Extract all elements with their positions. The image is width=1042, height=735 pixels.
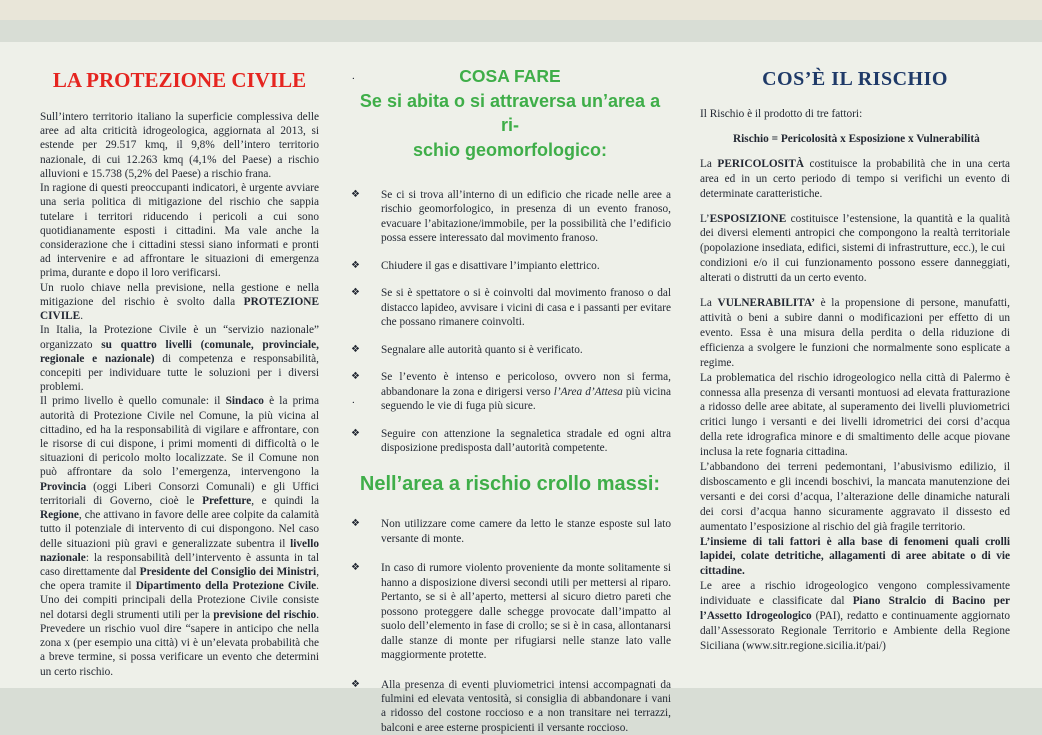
paragraph xyxy=(40,323,319,394)
text-segment: Prefetture xyxy=(202,494,252,507)
bullet-item xyxy=(349,343,671,358)
text-segment: L’insieme di tali fattori è alla base di fenomeni quali crolli lapidei, colate detritiche, allagamenti di aree abitate o di vie cittadine. xyxy=(700,535,1010,578)
panel2-bullet-list-bottom xyxy=(349,517,671,735)
text-segment: l’Area d’Attesa xyxy=(553,385,623,398)
paragraph xyxy=(40,281,319,324)
text-segment: Il Rischio è il prodotto di tre fattori: xyxy=(700,108,863,120)
text-segment: è la prima autorità di Protezione Civile nel Comune, la più vicina al cittadino, ed ha la responsabilità di vigilare e affrontare, con le risorse di cui dispone, i primi momenti di difficoltà o le situazioni di pericolo molto localizzate. Se il Comune non può affrontare da solo l’emergenza, intervengono la xyxy=(40,395,319,479)
paragraph xyxy=(700,256,1010,286)
stray-dot-mid: . xyxy=(352,394,355,406)
panel-cose-il-rischio xyxy=(700,42,1010,688)
text-segment: Le aree a rischio idrogeologico vengono complessivamente individuate e classificate dal xyxy=(700,580,1010,608)
bullet-text xyxy=(381,343,671,358)
paragraph xyxy=(700,296,1010,371)
brochure-sheet xyxy=(0,42,1042,734)
text-segment: La xyxy=(700,157,718,170)
text-segment: Se ci si trova all’interno di un edificio che ricade nelle aree a rischio geomorfologico, in presenza di un evento franoso, evacuare l’abitazione/immobile, per la possibilità che l’edificio possa essere interessato dal movimento franoso. xyxy=(381,189,671,245)
diamond-bullet-icon: ❖ xyxy=(351,287,360,299)
paragraph xyxy=(700,157,1010,202)
bullet-text xyxy=(381,517,671,546)
text-segment: . xyxy=(80,310,84,323)
bullet-item xyxy=(349,678,671,735)
text-segment: Provincia xyxy=(40,480,87,493)
bullet-text xyxy=(381,188,671,246)
text-segment: , che attivano in favore delle aree colpite da calamità tutto il potenziale di intervento di cui dispongono. Nel caso delle situazioni più gravi e generalizzate subentra il xyxy=(40,509,319,550)
panel1-title: LA PROTEZIONE CIVILE xyxy=(52,68,307,92)
text-segment: su quattro livelli (comunale, provinciale, regionale e nazionale) xyxy=(40,338,319,365)
text-segment: previsione del rischio xyxy=(213,608,317,621)
diamond-bullet-icon: ❖ xyxy=(351,259,360,271)
diamond-bullet-icon: ❖ xyxy=(351,518,360,530)
text-segment: Se l’evento è intenso e pericoloso, ovvero non si ferma, abbandonare la zona e dirigersi verso xyxy=(381,371,671,398)
top-cream-strip xyxy=(0,0,1042,20)
stray-dot-top: . xyxy=(352,70,355,82)
text-segment: Presidente del Consiglio dei Ministri xyxy=(139,566,317,578)
diamond-bullet-icon: ❖ xyxy=(351,343,360,355)
panel2-heading: COSA FARE xyxy=(459,66,561,86)
text-segment: livello nazionale xyxy=(40,537,319,564)
text-segment: Regione xyxy=(40,509,79,522)
paragraph xyxy=(700,535,1010,580)
bullet-text xyxy=(381,286,671,329)
text-segment: Non utilizzare come camere da letto le stanze esposte sul lato versante di monte. xyxy=(381,518,671,545)
text-segment: . Prevedere un rischio vuol dire “sapere in anticipo che nella zona x (per esempio una città) vi è un’elevata probabilità che a breve termine, si possa verificare un evento che determini un certo rischio. xyxy=(40,608,320,678)
text-segment: costituisce la probabilità che in una certa area ed in un certo periodo di tempo si verifichi un evento di determinate caratteristiche. xyxy=(700,157,1011,200)
text-segment: è la propensione di persone, manufatti, attività o beni a subire danni o modificazioni per effetto di un evento. Essa è una misura della perdita o della riduzione di efficienza a svolgere le funzioni che normalmente sono esplicate a regime. xyxy=(700,297,1011,369)
text-segment: Dipartimento della Protezione Civile xyxy=(135,580,317,593)
text-segment: L’ xyxy=(700,212,710,225)
text-segment: , che opera tramite il xyxy=(40,566,320,593)
paragraph xyxy=(40,181,319,281)
panel2-subtitle-line2: schio geomorfologico: xyxy=(412,139,607,160)
text-segment: : la responsabilità dell’intervento è assunta in tal caso direttamente dal xyxy=(40,551,319,578)
bullet-item xyxy=(349,517,671,546)
bullet-item xyxy=(349,427,671,456)
paragraph xyxy=(700,371,1010,460)
text-segment: ESPOSIZIONE xyxy=(709,212,787,225)
text-segment: Alla presenza di eventi pluviometrici intensi accompagnati da fulmini ed elevata ventosità, si consiglia di abbandonare i vani a ridosso del costone roccioso e a non transitare nei terrazzi, balconi e aree esterne prospicienti il versante roccioso. xyxy=(381,678,671,734)
risk-formula xyxy=(700,132,1010,147)
text-segment: La xyxy=(700,297,718,310)
bullet-text xyxy=(381,370,671,413)
panel2-bullet-list-top xyxy=(349,188,671,455)
diamond-bullet-icon: ❖ xyxy=(351,678,360,690)
panel2-subtitle-line1: Se si abita o si attraversa un’area a ri- xyxy=(359,91,661,136)
bullet-text xyxy=(381,427,671,456)
diamond-bullet-icon: ❖ xyxy=(351,371,360,383)
bullet-item xyxy=(349,259,671,274)
panel-cosa-fare xyxy=(349,42,672,734)
text-segment: Segnalare alle autorità quanto si è verificato. xyxy=(381,343,583,356)
text-segment: L’abbandono dei terreni pedemontani, l’abusivismo edilizio, il disboscamento e gli incendi boschivi, la mancata manutenzione dei versanti e dei corsi d’acqua, l’alterazione delle dinamiche naturali dei corsi d’acqua hanno sicuramente aggravato il dissesto ed aumentato l’esposizione al rischio del già fragile territorio. xyxy=(700,461,1010,533)
diamond-bullet-icon: ❖ xyxy=(351,562,360,574)
diamond-bullet-icon: ❖ xyxy=(351,427,360,439)
bullet-text xyxy=(381,678,671,735)
text-segment: Un ruolo chiave nella previsione, nella gestione e nella mitigazione del rischio è svolto dalla xyxy=(40,281,319,308)
paragraph xyxy=(700,579,1010,654)
text-segment: PROTEZIONE CIVILE xyxy=(40,295,319,323)
text-segment: costituisce l’estensione, la quantità e la qualità dei diversi elementi antropici che compongono la realtà territoriale (popolazione insediata, edifici, sistemi di infrastrutture, ecc.), le cui xyxy=(700,212,1010,255)
text-segment: più vicina seguendo le vie di fuga più sicure. xyxy=(381,385,672,413)
bullet-text xyxy=(381,259,671,274)
bullet-item xyxy=(349,370,671,413)
text-segment: Se si è spettatore o si è coinvolti dal movimento franoso o dal distacco lapideo, avvisare i vicini di casa e i passanti per evitare che possano rimanere coinvolti. xyxy=(381,287,671,329)
panel2-subtitle xyxy=(349,89,671,162)
bullet-text xyxy=(381,561,671,662)
text-segment: (PAI), redatto e continuamente aggiornato dall’Assessorato Regionale Territorio e Ambiente della Regione Siciliana (www.sitr.regione.sicilia.it/pai/) xyxy=(700,610,1010,652)
text-segment: Chiudere il gas e disattivare l’impianto elettrico. xyxy=(381,259,600,272)
paragraph xyxy=(700,460,1010,535)
bullet-item xyxy=(349,188,671,246)
text-segment: Il primo livello è quello comunale: il xyxy=(40,395,226,408)
panel3-title: COS’È IL RISCHIO xyxy=(762,68,948,90)
text-segment: di competenza e responsabilità, concepiti per individuare tutte le soluzioni per i diversi problemi. xyxy=(40,352,320,394)
panel3-body xyxy=(700,107,1010,654)
panel-la-protezione-civile xyxy=(40,42,319,688)
paragraph xyxy=(700,212,1010,257)
text-segment: condizioni e/o il cui funzionamento possono essere danneggiati, alterati o distrutti da un certo evento. xyxy=(700,257,1010,285)
text-segment: PERICOLOSITÀ xyxy=(717,157,805,170)
text-segment: . Uno dei compiti principali della Protezione Civile consiste nel dotarsi degli strumenti utili per la xyxy=(40,580,319,621)
paragraph xyxy=(700,107,1010,122)
text-segment: In Italia, la Protezione Civile è un “servizio nazionale” organizzato xyxy=(40,324,319,351)
bullet-item xyxy=(349,561,671,662)
paragraph xyxy=(40,110,319,181)
text-segment: (oggi Liberi Consorzi Comunali) e gli Uffici territoriali di Governo, cioè le xyxy=(40,480,319,507)
text-segment: Piano Stralcio di Bacino per l’Assetto Idrogeologico xyxy=(700,595,1010,623)
panel1-body xyxy=(40,110,319,679)
text-segment: VULNERABILITA’ xyxy=(717,297,816,310)
text-segment: , e quindi la xyxy=(251,494,319,507)
text-segment: Seguire con attenzione la segnaletica stradale ed ogni altra disposizione predisposta dall’autorità competente. xyxy=(381,427,671,454)
text-segment: Rischio = Pericolosità x Esposizione x Vulnerabilità xyxy=(733,132,980,145)
text-segment: Sindaco xyxy=(225,395,264,408)
text-segment: La problematica del rischio idrogeologico nella città di Palermo è connessa alla presenza di versanti montuosi ad elevata fratturazione a ridosso delle aree abitate, al superamento dei livelli pluviometrici critici lungo i versanti e dei livelli idrometrici dei corsi d’acqua della rete idrografica minore e di smaltimento delle acque piovane inclusa la rete fognaria cittadina. xyxy=(700,371,1010,459)
text-segment: In ragione di questi preoccupanti indicatori, è urgente avviare una seria politica di mitigazione del rischio che sappia tutelare i territori riducendo i pericoli a cui sono quotidianamente esposti i cittadini. Ma vale anche la considerazione che i cittadini stessi siano informati e pronti ad intervenire e ad affrontare le situazioni di emergenza prima, durante e dopo il loro verificarsi. xyxy=(40,182,319,280)
text-segment: In caso di rumore violento proveniente da monte solitamente si hanno a disposizione diversi secondi utili per mettersi al riparo. Pertanto, se si è all’aperto, mettersi al sicuro dietro pareti che possono proteggere dalle schegge provocate dall’impatto al suolo dell’elemento in fase di crollo; se si è in casa, allontanarsi dalle stanze di monte per rifugiarsi nelle stanze lato valle maggiormente protette. xyxy=(381,562,671,662)
panel2-subheading-crollo-massi: Nell’area a rischio crollo massi: xyxy=(359,473,661,496)
bullet-item xyxy=(349,286,671,329)
paragraph xyxy=(40,394,319,678)
diamond-bullet-icon: ❖ xyxy=(351,189,360,201)
text-segment: Sull’intero territorio italiano la superficie complessiva delle aree ad alta criticità idrogeologica, aggiornata al 2013, si estende per 29.517 kmq, il 9,8% dell’intero territorio nazionale, di cui 12.263 kmq (4,1% del Paese) a rischio alluvioni e 15.738 (5,2% del Paese) a rischio frana. xyxy=(40,111,319,180)
